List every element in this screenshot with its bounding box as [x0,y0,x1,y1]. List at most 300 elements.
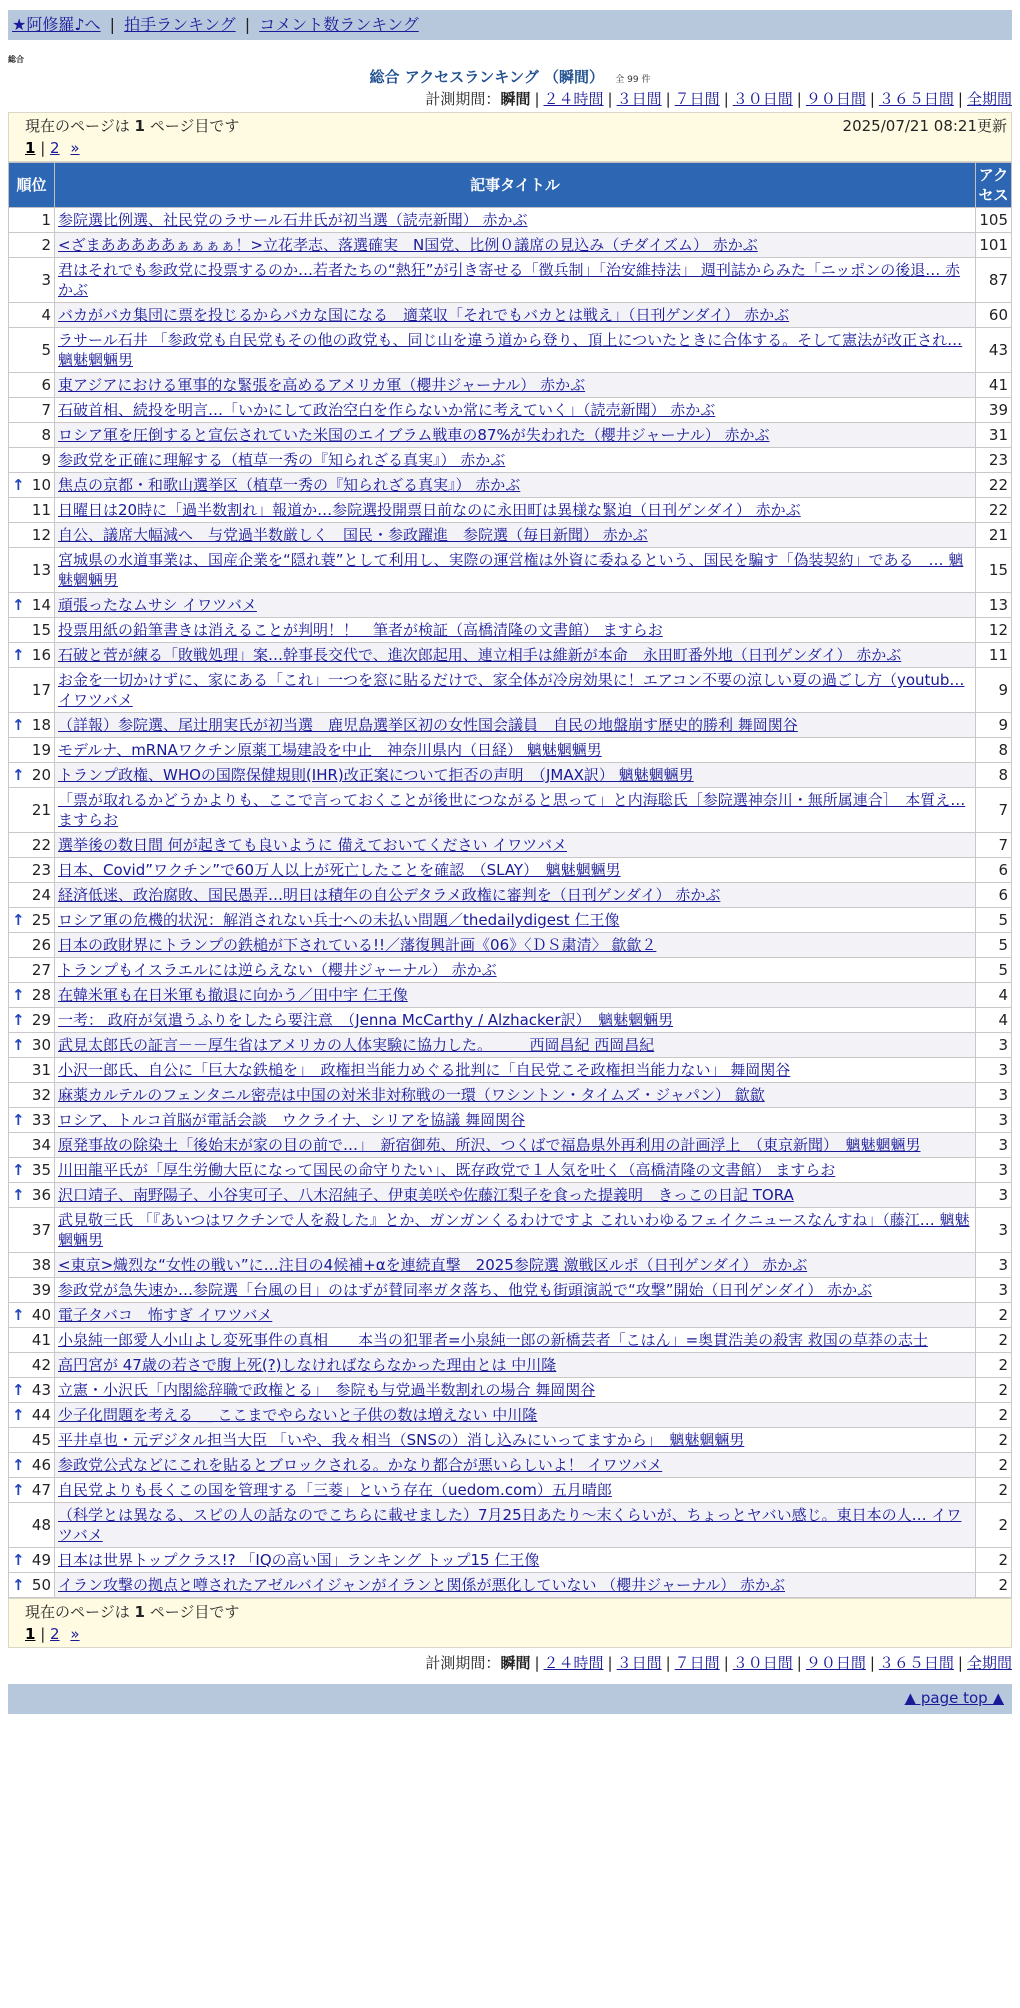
access-count: 2 [976,1503,1012,1548]
rank-cell [9,618,55,643]
title-cell [55,958,976,983]
title-cell [55,328,976,373]
title-cell [55,303,976,328]
article-link[interactable]: 日曜日は20時に「過半数割れ」報道か…参院選投開票日前なのに永田町は異様な緊迫（日刊ゲンダイ） 赤かぶ [58,501,801,519]
access-count: 2 [976,1573,1012,1598]
rank-cell [9,713,55,738]
access-count: 2 [976,1428,1012,1453]
rank-cell [9,1158,55,1183]
period-separator: | [665,90,671,108]
article-link[interactable]: バカがバカ集団に票を投じるからバカな国になる 適菜収「それでもバカとは戦え」（日刊ゲンダイ） 赤かぶ [58,306,790,324]
period-option-link[interactable]: ３日間 [616,1654,662,1672]
rank-up-icon: ↑ [12,911,25,929]
article-link[interactable]: 麻薬カルテルのフェンタニル密売は中国の対米非対称戦の一環（ワシントン・タイムズ・ジャパン） 歙歙 [58,1086,765,1104]
updated-timestamp: 2025/07/21 08:21更新 [842,117,1007,135]
rank-number: 7 [41,401,51,419]
rank-cell [9,983,55,1008]
access-count: 8 [976,738,1012,763]
access-count: 5 [976,908,1012,933]
period-option-link[interactable]: ２４時間 [543,90,604,108]
table-row [9,1253,1012,1278]
title-cell [55,1033,976,1058]
rank-number: 25 [31,911,51,929]
rank-number: 20 [31,766,51,784]
rank-cell [9,908,55,933]
rank-number: 39 [31,1281,51,1299]
article-link[interactable]: ロシア軍を圧倒すると宣伝されていた米国のエイブラム戦車の87%が失われた（櫻井ジャーナル） 赤かぶ [58,426,770,444]
table-row [9,258,1012,303]
table-row [9,1033,1012,1058]
article-link[interactable]: 宮城県の水道事業は、国産企業を“隠れ蓑”として利用し、実際の運営権は外資に委ねるという、国民を騙す「偽装契約」である … 魑魅魍魎男 [58,551,964,589]
article-link[interactable]: ロシア、トルコ首脳が電話会談 ウクライナ、シリアを協議 舞岡関谷 [58,1111,526,1129]
clap-ranking-link[interactable]: 拍手ランキング [124,15,236,34]
access-count: 7 [976,788,1012,833]
rank-up-icon: ↑ [12,1111,25,1129]
table-row [9,1428,1012,1453]
article-link[interactable]: 日本、Covid”ワクチン”で60万人以上が死亡したことを確認 （SLAY） 魑魅魍魎男 [58,861,621,879]
period-option-link[interactable]: ３６５日間 [878,90,954,108]
rank-number: 30 [31,1036,51,1054]
title-cell [55,498,976,523]
article-link[interactable]: トランプ政権、WHOの国際保健規則(IHR)改正案について拒否の声明 （JMAX訳） 魑魅魍魎男 [58,766,694,784]
article-link[interactable]: トランプもイスラエルには逆らえない（櫻井ジャーナル） 赤かぶ [58,961,497,979]
title-cell [55,1548,976,1573]
access-count: 5 [976,958,1012,983]
article-link[interactable]: 日本の政財界にトランプの鉄槌が下されている!!／藩復興計画《06》〈ＤＳ粛清〉 歙歙２ [58,936,657,954]
table-row [9,858,1012,883]
rank-number: 41 [31,1331,51,1349]
rank-up-icon: ↑ [12,1161,25,1179]
article-link[interactable]: 武見敬三氏 「『あいつはワクチンで人を殺した』とか、ガンガンくるわけですよ これいわゆるフェイクニュースなんすね」（藤江… 魑魅魍魎男 [58,1211,970,1249]
table-row [9,398,1012,423]
table-row [9,1573,1012,1598]
access-count: 4 [976,1008,1012,1033]
access-count: 3 [976,1278,1012,1303]
table-row [9,1453,1012,1478]
article-link[interactable]: 参政党を正確に理解する（植草一秀の『知られざる真実』） 赤かぶ [58,451,506,469]
rank-number: 21 [31,801,51,819]
article-link[interactable]: イラン攻撃の拠点と噂されたアゼルバイジャンがイランと関係が悪化していない （櫻井ジャーナル） 赤かぶ [58,1576,785,1594]
table-row [9,1158,1012,1183]
page-title [8,66,1012,88]
period-option-link[interactable]: ７日間 [674,90,720,108]
table-row [9,983,1012,1008]
rank-cell [9,1278,55,1303]
access-count: 9 [976,713,1012,738]
access-count: 3 [976,1158,1012,1183]
pager-page-1[interactable]: 1 [25,1625,36,1643]
rank-number: 45 [31,1431,51,1449]
article-link[interactable]: 参政党公式などにこれを貼るとブロックされる。かなり都合が悪いらしいよ！ イワツバメ [58,1456,663,1474]
article-link[interactable]: 少子化問題を考える ＿ ここまでやらないと子供の数は増えない 中川隆 [58,1406,538,1424]
rank-cell [9,1403,55,1428]
table-row [9,1403,1012,1428]
table-row [9,1208,1012,1253]
article-link[interactable]: 石破と菅が練る「敗戦処理」案…幹事長交代で、進次郎起用、連立相手は維新が本命 永田町番外地（日刊ゲンダイ） 赤かぶ [58,646,902,664]
article-link[interactable]: 「票が取れるかどうかよりも、ここで言っておくことが後世につながると思って」と内海聡氏［参院選神奈川・無所属連合］ 本質え… ますらお [58,791,966,829]
rank-cell [9,1303,55,1328]
rank-cell [9,858,55,883]
access-count: 3 [976,1133,1012,1158]
period-separator: | [796,1654,802,1672]
table-row [9,473,1012,498]
page-number: 1 [134,117,145,135]
pager-page-2[interactable]: 2 [50,139,60,157]
article-link[interactable]: 君はそれでも参政党に投票するのか…若者たちの“熱狂”が引き寄せる「徴兵制」「治安維持法」 週刊誌からみた「ニッポンの後退… 赤かぶ [58,261,960,299]
period-option-link[interactable]: 全期間 [966,1654,1012,1672]
rank-up-icon: ↑ [12,1036,25,1054]
pager-next[interactable]: » [70,1625,80,1643]
access-count: 31 [976,423,1012,448]
table-row [9,1108,1012,1133]
comment-ranking-link[interactable]: コメント数ランキング [259,15,419,34]
title-cell [55,618,976,643]
table-row [9,668,1012,713]
article-link[interactable]: 小沢一郎氏、自公に「巨大な鉄槌を」 政権担当能力めぐる批判に「自民党こそ政権担当能力ない」 舞岡関谷 [58,1061,791,1079]
rank-number: 48 [31,1516,51,1534]
table-row [9,1133,1012,1158]
table-row [9,788,1012,833]
table-row [9,1058,1012,1083]
table-row [9,1008,1012,1033]
title-cell [55,1108,976,1133]
rank-up-icon: ↑ [12,1406,25,1424]
pager-page-2[interactable]: 2 [50,1625,60,1643]
table-row [9,908,1012,933]
title-cell [55,1478,976,1503]
title-cell [55,423,976,448]
article-link[interactable]: 沢口靖子、南野陽子、小谷実可子、八木沼純子、伊東美咲や佐藤江梨子を食った提義明 きっこの日記 TORA [58,1186,794,1204]
table-row [9,883,1012,908]
period-separator: | [869,1654,875,1672]
table-row [9,1183,1012,1208]
rank-cell [9,643,55,668]
title-cell [55,398,976,423]
rank-cell [9,233,55,258]
period-option-link[interactable]: ３６５日間 [878,1654,954,1672]
title-cell [55,448,976,473]
access-count: 3 [976,1183,1012,1208]
page-text-post: ページ目です [144,1603,240,1621]
rank-cell [9,1208,55,1253]
period-separator: | [723,90,729,108]
home-link[interactable]: ★阿修羅♪へ [12,15,101,34]
access-count: 41 [976,373,1012,398]
title-cell [55,523,976,548]
period-option-link[interactable]: ７日間 [674,1654,720,1672]
rank-number: 11 [31,501,51,519]
rank-number: 47 [31,1481,51,1499]
rank-number: 37 [31,1221,51,1239]
title-cell [55,908,976,933]
rank-cell [9,668,55,713]
period-separator: | [665,1654,671,1672]
period-current: 瞬間 [500,1654,531,1672]
period-label: 計測期間： [425,1654,501,1672]
title-cell [55,1133,976,1158]
article-link[interactable]: 東アジアにおける軍事的な緊張を高めるアメリカ軍（櫻井ジャーナル） 赤かぶ [58,376,586,394]
access-count: 2 [976,1478,1012,1503]
access-count: 6 [976,883,1012,908]
period-separator: | [534,1654,540,1672]
article-link[interactable]: （科学とは異なる、スピの人の話なのでこちらに載せました）7月25日あたり〜末くらいが、ちょっとヤバい感じ。東日本の人… イワツバメ [58,1506,962,1544]
title-cell [55,1158,976,1183]
rank-cell [9,1108,55,1133]
article-link[interactable]: 日本は世界トップクラス!? 「IQの高い国」ランキング トップ15 仁王像 [58,1551,540,1569]
article-link[interactable]: 参政党が急失速か…参院選「台風の目」のはずが賛同率ガタ落ち、他党も街頭演説で“攻撃”開始（日刊ゲンダイ） 赤かぶ [58,1281,873,1299]
access-count: 2 [976,1453,1012,1478]
rank-number: 4 [41,306,51,324]
page-top-link[interactable]: ▲ page top ▲ [904,1689,1004,1707]
access-count: 22 [976,473,1012,498]
table-row [9,423,1012,448]
rank-cell [9,593,55,618]
rank-number: 2 [41,236,51,254]
rank-up-icon: ↑ [12,986,25,1004]
access-count: 60 [976,303,1012,328]
rank-cell [9,1058,55,1083]
rank-number: 49 [31,1551,51,1569]
rank-number: 16 [31,646,51,664]
period-option-link[interactable]: ３０日間 [732,90,793,108]
article-link[interactable]: ロシア軍の危機的状況：解消されない兵士への未払い問題／thedailydigest 仁王像 [58,911,620,929]
rank-number: 27 [31,961,51,979]
rank-cell [9,398,55,423]
title-cell [55,858,976,883]
rank-cell [9,1503,55,1548]
article-link[interactable]: 在韓米軍も在日米軍も撤退に向かう／田中宇 仁王像 [58,986,408,1004]
rank-cell [9,1353,55,1378]
access-count: 3 [976,1033,1012,1058]
access-count: 4 [976,983,1012,1008]
nav-separator: | [244,15,251,34]
rank-number: 9 [41,451,51,469]
article-link[interactable]: （詳報）参院選、尾辻朋実氏が初当選 鹿児島選挙区初の女性国会議員 自民の地盤崩す歴史的勝利 舞岡関谷 [58,716,798,734]
title-cell [55,1083,976,1108]
rank-number: 15 [31,621,51,639]
access-count: 2 [976,1548,1012,1573]
rank-cell [9,328,55,373]
article-link[interactable]: 頑張ったなムサシ イワツバメ [58,596,257,614]
table-row [9,958,1012,983]
rank-cell [9,473,55,498]
title-cell [55,738,976,763]
article-link[interactable]: モデルナ、mRNAワクチン原薬工場建設を中止 神奈川県内（日経） 魑魅魍魎男 [58,741,602,759]
article-link[interactable]: <東京>熾烈な“女性の戦い”に…注目の4候補+αを連続直撃 2025参院選 激戦区ルポ（日刊ゲンダイ） 赤かぶ [58,1256,808,1274]
rank-cell [9,1378,55,1403]
current-page-text [25,1601,1007,1622]
title-cell [55,593,976,618]
title-cell [55,373,976,398]
rank-cell [9,498,55,523]
period-label: 計測期間： [425,90,501,108]
pager [25,1625,1007,1643]
access-count: 7 [976,833,1012,858]
rank-number: 43 [31,1381,51,1399]
rank-up-icon: ↑ [12,1186,25,1204]
table-row [9,713,1012,738]
col-rank-header: 順位 [9,163,55,208]
rank-number: 46 [31,1456,51,1474]
rank-up-icon: ↑ [12,476,25,494]
section-label: 総合 [8,55,24,64]
rank-cell [9,1033,55,1058]
title-cell [55,788,976,833]
rank-number: 44 [31,1406,51,1424]
table-row [9,1378,1012,1403]
access-count: 39 [976,398,1012,423]
access-count: 13 [976,593,1012,618]
rank-cell [9,423,55,448]
rank-number: 13 [31,561,51,579]
access-count: 22 [976,498,1012,523]
rank-number: 50 [31,1576,51,1594]
title-cell [55,1303,976,1328]
rank-cell [9,788,55,833]
article-link[interactable]: <ざまあああああぁぁぁぁ！>立花孝志、落選確実 N国党、比例０議席の見込み（チダイズム） 赤かぶ [58,236,758,254]
access-count: 87 [976,258,1012,303]
rank-cell [9,523,55,548]
title-cell [55,763,976,788]
title-cell [55,833,976,858]
rank-cell [9,208,55,233]
title-cell [55,1208,976,1253]
period-option-link[interactable]: ３日間 [616,90,662,108]
access-count: 3 [976,1208,1012,1253]
rank-up-icon: ↑ [12,1381,25,1399]
rank-up-icon: ↑ [12,1576,25,1594]
page-title-text: 総合 アクセスランキング （瞬間） [369,68,605,86]
rank-number: 34 [31,1136,51,1154]
rank-number: 18 [31,716,51,734]
access-count: 8 [976,763,1012,788]
article-link[interactable]: 経済低迷、政治腐敗、国民愚弄…明日は積年の自公デタラメ政権に審判を（日刊ゲンダイ） 赤かぶ [58,886,721,904]
article-link[interactable]: 投票用紙の鉛筆書きは消えることが判明！！ 筆者が検証（高橋清隆の文書館） ますらお [58,621,663,639]
rank-cell [9,448,55,473]
period-option-link[interactable]: ３０日間 [732,1654,793,1672]
col-access-header: アクセス [976,163,1012,208]
page-text-pre: 現在のページは [25,117,135,135]
table-row [9,448,1012,473]
title-cell [55,1353,976,1378]
article-link[interactable]: 小泉純一郎愛人小山よし変死事件の真相 本当の犯罪者=小泉純一郎の新橋芸者「こはん」=奥貫浩美の殺害 救国の草莽の志士 [58,1331,928,1349]
article-link[interactable]: お金を一切かけずに、家にある「これ」一つを窓に貼るだけで、家全体が冷房効果に！エアコン不要の涼しい夏の過ごし方（youtub… イワツバメ [58,671,965,709]
table-row [9,548,1012,593]
article-link[interactable]: 立憲・小沢氏「内閣総辞職で政権とる」 参院も与党過半数割れの場合 舞岡関谷 [58,1381,596,1399]
period-separator: | [869,90,875,108]
article-link[interactable]: 参院選比例選、社民党のラサール石井氏が初当選（読売新聞） 赤かぶ [58,211,528,229]
rank-up-icon: ↑ [12,1306,25,1324]
title-cell [55,1403,976,1428]
rank-up-icon: ↑ [12,1011,25,1029]
article-link[interactable]: 電子タバコ 怖すぎ イワツバメ [58,1306,273,1324]
table-row [9,738,1012,763]
title-cell [55,933,976,958]
table-header-row [9,163,1012,208]
access-count: 43 [976,328,1012,373]
page-info-top [8,112,1012,162]
rank-cell [9,258,55,303]
access-count: 2 [976,1353,1012,1378]
period-option-link[interactable]: ９０日間 [805,1654,866,1672]
table-row [9,1328,1012,1353]
table-row [9,593,1012,618]
rank-cell [9,303,55,328]
rank-number: 8 [41,426,51,444]
nav-separator: | [109,15,116,34]
rank-number: 12 [31,526,51,544]
rank-number: 1 [41,211,51,229]
pager-page-1[interactable]: 1 [25,139,36,157]
table-row [9,933,1012,958]
article-link[interactable]: 自民党よりも長くこの国を管理する「三菱」という存在（uedom.com）五月晴郎 [58,1481,612,1499]
access-count: 23 [976,448,1012,473]
article-link[interactable]: 平井卓也・元デジタル担当大臣 「いや、我々相当（SNSの）消し込みにいってますから」 魑魅魍魎男 [58,1431,745,1449]
period-option-link[interactable]: ２４時間 [543,1654,604,1672]
rank-number: 28 [31,986,51,1004]
title-cell [55,208,976,233]
col-title-header: 記事タイトル [55,163,976,208]
rank-number: 36 [31,1186,51,1204]
title-cell [55,668,976,713]
access-count: 105 [976,208,1012,233]
title-cell [55,1253,976,1278]
rank-cell [9,1083,55,1108]
article-link[interactable]: 自公、議席大幅減へ 与党過半数厳しく 国民・参政躍進 参院選（毎日新聞） 赤かぶ [58,526,648,544]
article-link[interactable]: 川田龍平氏が「厚生労働大臣になって国民の命守りたい」、既存政党で１人気を吐く（高橋清隆の文書館） ますらお [58,1161,836,1179]
rank-cell [9,1008,55,1033]
access-count: 2 [976,1378,1012,1403]
article-link[interactable]: 武見太郎氏の証言－－厚生省はアメリカの人体実験に協力した。 西岡昌紀 西岡昌紀 [58,1036,655,1054]
rank-number: 38 [31,1256,51,1274]
title-cell [55,1378,976,1403]
rank-number: 24 [31,886,51,904]
period-separator: | [957,90,963,108]
access-count: 3 [976,1058,1012,1083]
article-link[interactable]: 原発事故の除染土「後始末が家の目の前で…」 新宿御苑、所沢、つくばで福島県外再利用の計画浮上 （東京新聞） 魑魅魍魎男 [58,1136,921,1154]
period-option-link[interactable]: ９０日間 [805,90,866,108]
table-row [9,1353,1012,1378]
article-link[interactable]: ラサール石井 「参政党も自民党もその他の政党も、同じ山を違う道から登り、頂上についたときに合体する。そして憲法が改正され… 魑魅魍魎男 [58,331,963,369]
access-count: 15 [976,548,1012,593]
pager-next[interactable]: » [70,139,80,157]
page-info-bottom [8,1598,1012,1648]
article-link[interactable]: 一考： 政府が気遣うふりをしたら要注意 （Jenna McCarthy / Alzhacker訳） 魑魅魍魎男 [58,1011,674,1029]
rank-cell [9,1183,55,1208]
article-link[interactable]: 高円宮が 47歳の若さで腹上死(?)しなければならなかった理由とは 中川隆 [58,1356,557,1374]
rank-cell [9,738,55,763]
rank-up-icon: ↑ [12,646,25,664]
table-row [9,523,1012,548]
article-link[interactable]: 焦点の京都・和歌山選挙区（植草一秀の『知られざる真実』） 赤かぶ [58,476,521,494]
access-count: 6 [976,858,1012,883]
article-link[interactable]: 石破首相、続投を明言…「いかにして政治空白を作らないか常に考えていく」（読売新聞） 赤かぶ [58,401,716,419]
rank-number: 14 [31,596,51,614]
period-option-link[interactable]: 全期間 [966,90,1012,108]
table-row [9,1278,1012,1303]
title-cell [55,1058,976,1083]
title-cell [55,983,976,1008]
rank-cell [9,763,55,788]
title-cell [55,1428,976,1453]
table-row [9,833,1012,858]
rank-number: 5 [41,341,51,359]
period-separator: | [796,90,802,108]
rank-number: 29 [31,1011,51,1029]
rank-number: 19 [31,741,51,759]
article-link[interactable]: 選挙後の数日間 何が起きても良いように 備えておいてください イワツバメ [58,836,568,854]
page-number: 1 [134,1603,145,1621]
